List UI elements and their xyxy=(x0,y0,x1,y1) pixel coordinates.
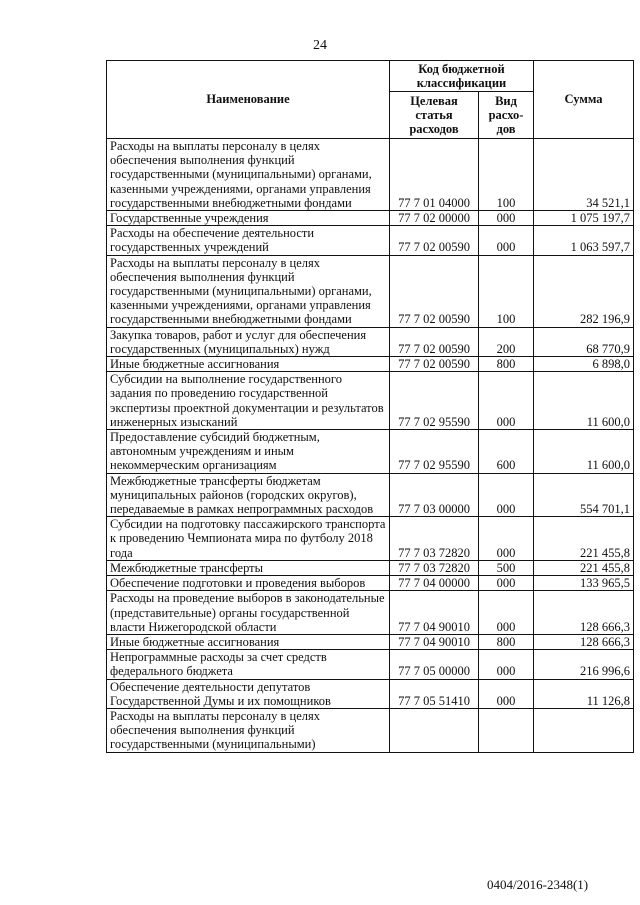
row-expense-type: 200 xyxy=(479,327,534,356)
table-row xyxy=(107,357,634,372)
table-row xyxy=(107,576,634,591)
header-sum: Сумма xyxy=(534,61,634,139)
table-row xyxy=(107,560,634,575)
row-expense-type: 000 xyxy=(479,372,534,430)
row-expense-type xyxy=(479,708,534,752)
row-target-article: 77 7 05 00000 xyxy=(390,650,479,679)
row-name: Закупка товаров, работ и услуг для обеспечения государственных (муниципальных) нужд xyxy=(107,327,390,356)
row-sum: 221 455,8 xyxy=(534,560,634,575)
row-sum: 11 600,0 xyxy=(534,372,634,430)
row-sum xyxy=(534,708,634,752)
budget-table xyxy=(106,60,634,753)
row-sum: 34 521,1 xyxy=(534,139,634,211)
table-row xyxy=(107,517,634,561)
header-target-article: Целевая статья расходов xyxy=(390,92,479,139)
row-sum: 554 701,1 xyxy=(534,473,634,517)
row-target-article: 77 7 02 00000 xyxy=(390,211,479,226)
row-target-article: 77 7 02 95590 xyxy=(390,430,479,474)
table-header xyxy=(107,61,634,139)
row-target-article: 77 7 03 72820 xyxy=(390,517,479,561)
table-row xyxy=(107,211,634,226)
row-sum: 128 666,3 xyxy=(534,591,634,635)
row-name: Непрограммные расходы за счет средств федерального бюджета xyxy=(107,650,390,679)
row-expense-type: 500 xyxy=(479,560,534,575)
row-target-article: 77 7 02 00590 xyxy=(390,327,479,356)
table-row xyxy=(107,708,634,752)
header-expense-type: Вид расхо-дов xyxy=(479,92,534,139)
row-name: Расходы на выплаты персоналу в целях обеспечения выполнения функций государственными (муниципальными) xyxy=(107,708,390,752)
row-sum: 68 770,9 xyxy=(534,327,634,356)
table-row xyxy=(107,327,634,356)
row-name: Государственные учреждения xyxy=(107,211,390,226)
row-name: Расходы на проведение выборов в законодательные (представительные) органы государственной власти Нижегородской области xyxy=(107,591,390,635)
table-row xyxy=(107,634,634,649)
row-name: Иные бюджетные ассигнования xyxy=(107,357,390,372)
table-row xyxy=(107,255,634,327)
row-target-article: 77 7 04 90010 xyxy=(390,591,479,635)
row-target-article: 77 7 03 72820 xyxy=(390,560,479,575)
row-sum: 216 996,6 xyxy=(534,650,634,679)
row-sum: 1 063 597,7 xyxy=(534,226,634,255)
row-target-article: 77 7 04 90010 xyxy=(390,634,479,649)
row-name: Расходы на обеспечение деятельности государственных учреждений xyxy=(107,226,390,255)
row-name: Расходы на выплаты персоналу в целях обеспечения выполнения функций государственными (муниципальными) органами, казенными учреждениями, органами управления государственными внебюджетными фондами xyxy=(107,139,390,211)
row-expense-type: 000 xyxy=(479,679,534,708)
row-name: Межбюджетные трансферты бюджетам муниципальных районов (городских округов), передаваемые в рамках непрограммных расходов xyxy=(107,473,390,517)
row-expense-type: 100 xyxy=(479,139,534,211)
row-name: Обеспечение подготовки и проведения выборов xyxy=(107,576,390,591)
row-expense-type: 000 xyxy=(479,517,534,561)
row-sum: 11 126,8 xyxy=(534,679,634,708)
row-name: Расходы на выплаты персоналу в целях обеспечения выполнения функций государственными (муниципальными) органами, казенными учреждениями, органами управления государственными внебюджетными фондами xyxy=(107,255,390,327)
table-row xyxy=(107,679,634,708)
row-name: Обеспечение деятельности депутатов Государственной Думы и их помощников xyxy=(107,679,390,708)
row-expense-type: 000 xyxy=(479,650,534,679)
row-target-article: 77 7 02 00590 xyxy=(390,255,479,327)
row-sum: 133 965,5 xyxy=(534,576,634,591)
header-name: Наименование xyxy=(107,61,390,139)
row-expense-type: 000 xyxy=(479,211,534,226)
row-target-article: 77 7 01 04000 xyxy=(390,139,479,211)
row-expense-type: 800 xyxy=(479,357,534,372)
header-code-group: Код бюджетной классификации xyxy=(390,61,534,92)
row-name: Субсидии на выполнение государственного задания по проведению государственной экспертизы проектной документации и результатов инженерных изысканий xyxy=(107,372,390,430)
row-sum: 11 600,0 xyxy=(534,430,634,474)
table-row xyxy=(107,473,634,517)
row-name: Межбюджетные трансферты xyxy=(107,560,390,575)
page-number: 24 xyxy=(313,38,327,53)
row-target-article: 77 7 05 51410 xyxy=(390,679,479,708)
row-name: Субсидии на подготовку пассажирского транспорта к проведению Чемпионата мира по футболу 2018 года xyxy=(107,517,390,561)
row-expense-type: 000 xyxy=(479,576,534,591)
table-row xyxy=(107,139,634,211)
row-sum: 6 898,0 xyxy=(534,357,634,372)
row-expense-type: 100 xyxy=(479,255,534,327)
row-target-article: 77 7 02 95590 xyxy=(390,372,479,430)
row-target-article: 77 7 03 00000 xyxy=(390,473,479,517)
row-expense-type: 000 xyxy=(479,473,534,517)
row-name: Иные бюджетные ассигнования xyxy=(107,634,390,649)
table-body xyxy=(107,139,634,753)
row-target-article: 77 7 02 00590 xyxy=(390,226,479,255)
row-name: Предоставление субсидий бюджетным, автономным учреждениям и иным некоммерческим организациям xyxy=(107,430,390,474)
row-sum: 128 666,3 xyxy=(534,634,634,649)
document-code: 0404/2016-2348(1) xyxy=(487,877,589,892)
row-expense-type: 000 xyxy=(479,591,534,635)
row-expense-type: 600 xyxy=(479,430,534,474)
table-row xyxy=(107,372,634,430)
row-sum: 221 455,8 xyxy=(534,517,634,561)
row-sum: 282 196,9 xyxy=(534,255,634,327)
row-sum: 1 075 197,7 xyxy=(534,211,634,226)
table-row xyxy=(107,226,634,255)
table-row xyxy=(107,650,634,679)
row-expense-type: 000 xyxy=(479,226,534,255)
table-row xyxy=(107,591,634,635)
table-row xyxy=(107,430,634,474)
row-expense-type: 800 xyxy=(479,634,534,649)
row-target-article xyxy=(390,708,479,752)
row-target-article: 77 7 02 00590 xyxy=(390,357,479,372)
row-target-article: 77 7 04 00000 xyxy=(390,576,479,591)
